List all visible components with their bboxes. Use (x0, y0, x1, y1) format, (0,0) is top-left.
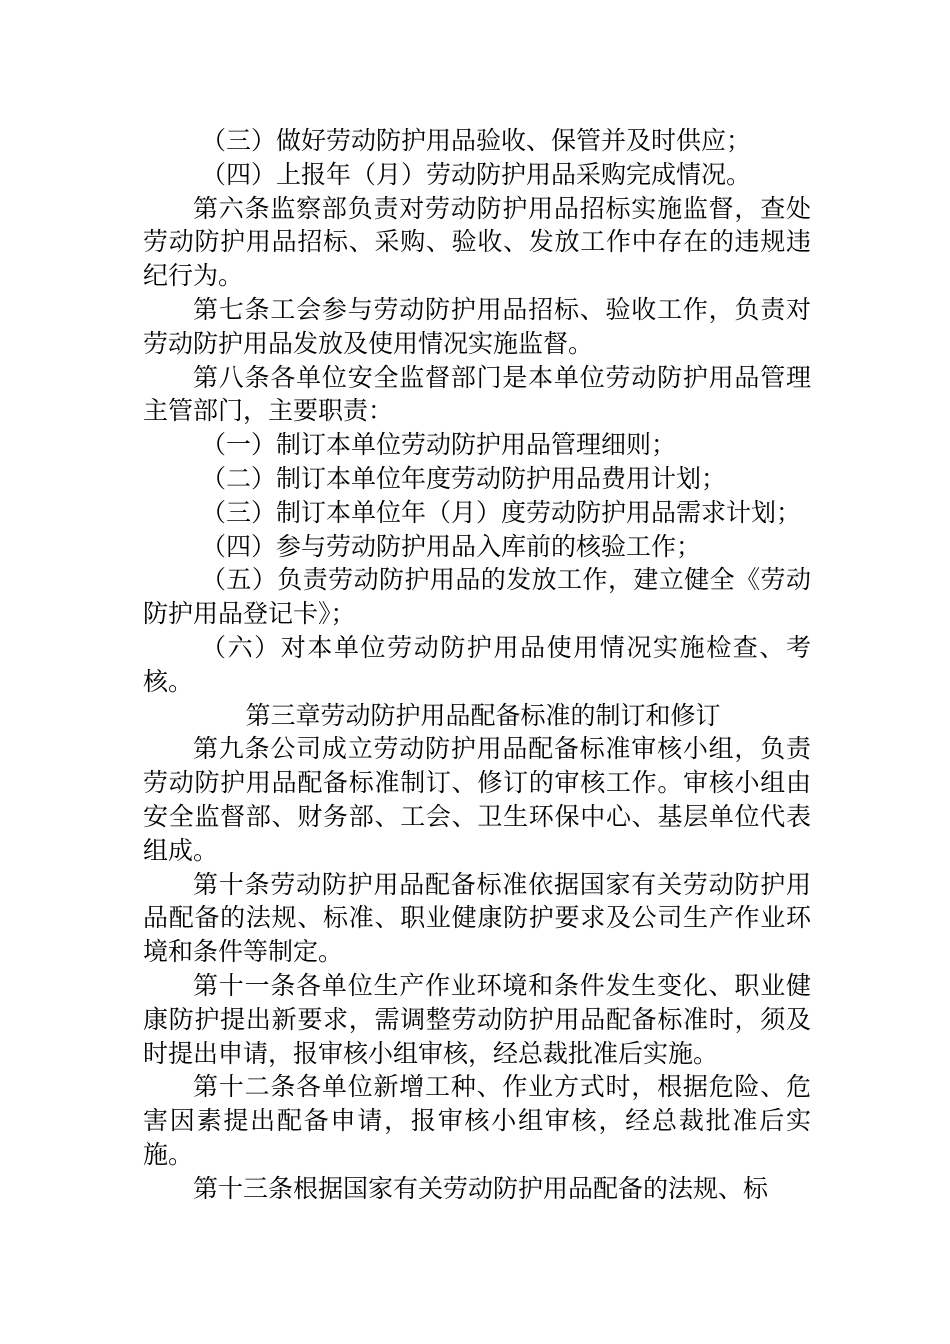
document-body (143, 124, 811, 1206)
list-item-3: （三）做好劳动防护用品验收、保管并及时供应； (201, 126, 752, 155)
duty-item-3: （三）制订本单位年（月）度劳动防护用品需求计划； (201, 497, 802, 527)
article-8: 第八条各单位安全监督部门是本单位劳动防护用品管理主管部门，主要职责： (143, 362, 811, 426)
duty-item-6: （六）对本单位劳动防护用品使用情况实施检查、考核。 (143, 632, 811, 696)
article-11: 第十一条各单位生产作业环境和条件发生变化、职业健康防护提出新要求，需调整劳动防护用品配备标准时，须及时提出申请，报审核小组审核，经总裁批准后实施。 (143, 970, 811, 1068)
list-item-4: （四）上报年（月）劳动防护用品采购完成情况。 (201, 159, 752, 189)
article-12: 第十二条各单位新增工种、作业方式时，根据危险、危害因素提出配备申请，报审核小组审核，经总裁批准后实施。 (143, 1072, 811, 1169)
article-6: 第六条监察部负责对劳动防护用品招标实施监督，查处劳动防护用品招标、采购、验收、发放工作中存在的违规违纪行为。 (143, 193, 811, 291)
article-9: 第九条公司成立劳动防护用品配备标准审核小组，负责劳动防护用品配备标准制订、修订的审核工作。审核小组由安全监督部、财务部、工会、卫生环保中心、基层单位代表组成。 (143, 734, 811, 865)
duty-item-2: （二）制订本单位年度劳动防护用品费用计划； (201, 463, 727, 493)
article-7: 第七条工会参与劳动防护用品招标、验收工作，负责对劳动防护用品发放及使用情况实施监督。 (143, 294, 811, 358)
duty-item-1: （一）制订本单位劳动防护用品管理细则； (201, 430, 677, 460)
chapter-heading: 第三章劳动防护用品配备标准的制订和修订 (245, 700, 721, 730)
duty-item-4: （四）参与劳动防护用品入库前的核验工作； (201, 531, 702, 561)
article-13: 第十三条根据国家有关劳动防护用品配备的法规、标 (193, 1173, 769, 1203)
article-10: 第十条劳动防护用品配备标准依据国家有关劳动防护用品配备的法规、标准、职业健康防护要求及公司生产作业环境和条件等制定。 (143, 869, 811, 967)
duty-item-5: （五）负责劳动防护用品的发放工作，建立健全《劳动防护用品登记卡》； (143, 565, 811, 629)
